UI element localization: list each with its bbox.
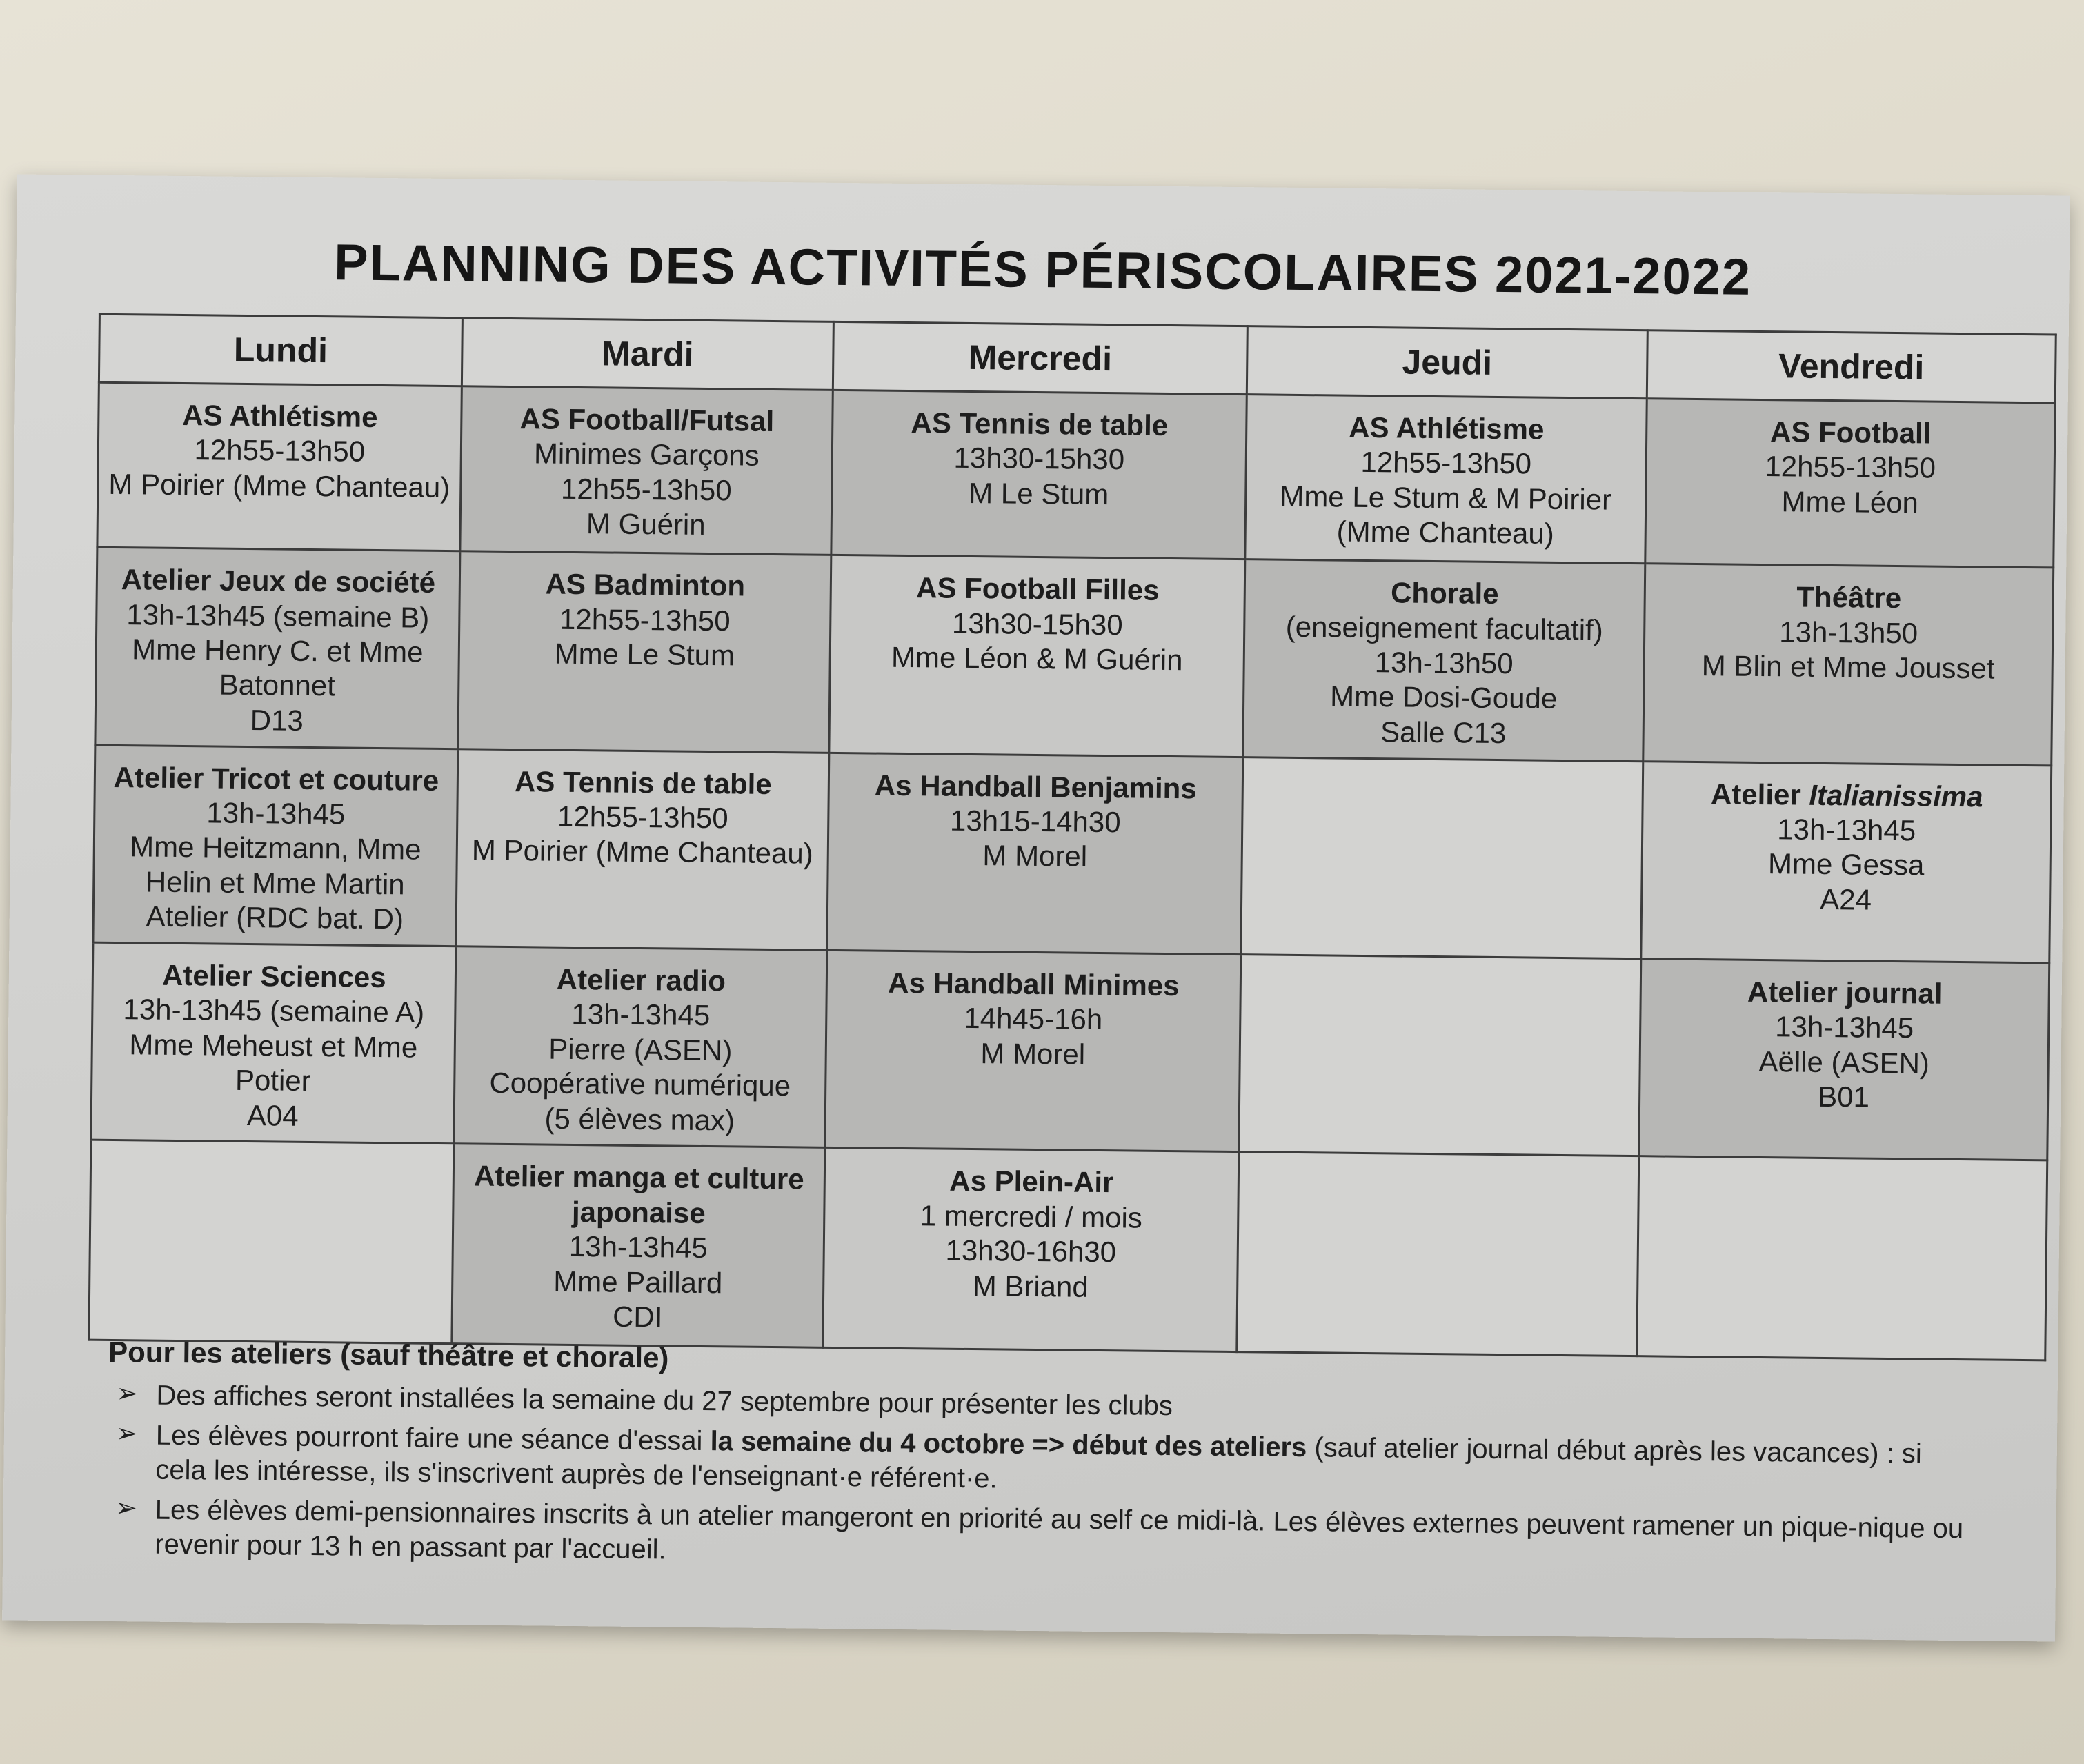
activity-detail-line: Helin et Mme Martin (145, 865, 405, 901)
activity-name (103, 760, 450, 798)
activity-detail-line: B01 (1818, 1080, 1870, 1113)
activity-detail-line: Batonnet (219, 668, 336, 702)
activity-name-text: Chorale (1390, 576, 1499, 611)
notes-section (106, 1334, 1971, 1586)
activity-name (835, 965, 1233, 1004)
activity-detail-line: Mme Meheust et Mme (129, 1028, 418, 1064)
day-header-wednesday: Mercredi (833, 321, 1247, 394)
activity-cell-tuesday (454, 947, 827, 1148)
activity-detail-line: (enseignement facultatif) (1285, 610, 1603, 646)
activity-name-text: AS Athlétisme (1348, 410, 1545, 446)
arrow-bullet-icon: ➢ (115, 1493, 137, 1523)
empty-slot-friday (1637, 1156, 2047, 1360)
activity-name-text: Atelier radio (556, 962, 726, 998)
activity-detail-line: 13h-13h50 (1374, 646, 1514, 680)
activity-name (469, 401, 824, 439)
day-header-tuesday: Mardi (462, 318, 833, 390)
schedule-row (91, 942, 2050, 1160)
activity-detail-line: Mme Léon (1781, 485, 1919, 519)
empty-slot-thursday (1241, 757, 1643, 958)
activity-detail-line: 12h55-13h50 (559, 602, 731, 637)
activity-detail-line: Mme Heitzmann, Mme (129, 830, 421, 866)
activity-name (1253, 574, 1637, 613)
activity-detail-line: Mme Gessa (1767, 847, 1925, 882)
activity-detail-line: 12h55-13h50 (194, 433, 366, 468)
activity-name-italic: Italianissima (1809, 778, 1983, 813)
activity-name (461, 1159, 817, 1232)
activity-name (837, 768, 1235, 806)
note-text: Les élèves pourront faire une séance d'essai (155, 1420, 711, 1456)
activity-detail-line: 14h45-16h (964, 1002, 1103, 1036)
activity-detail-line: M Blin et Mme Jousset (1701, 649, 1995, 685)
activity-name-text: Atelier Jeux de société (121, 563, 436, 599)
activity-detail-line: 13h-13h45 (semaine A) (123, 993, 425, 1029)
activity-detail-line: Pierre (ASEN) (548, 1032, 733, 1067)
activity-name (1654, 413, 2047, 452)
activity-detail-line: D13 (250, 703, 304, 737)
activity-detail-line: Atelier (RDC bat. D) (146, 900, 404, 935)
notes-heading: Pour les ateliers (sauf théâtre et chorale) (108, 1335, 669, 1374)
activity-detail-line: 13h-13h45 (1777, 813, 1916, 847)
activity-detail-line: 13h30-15h30 (953, 442, 1125, 476)
activity-cell-wednesday (825, 950, 1241, 1152)
activity-detail-line: M Poirier (Mme Chanteau) (471, 833, 813, 871)
day-header-monday: Lundi (99, 314, 462, 386)
activity-detail-line: Minimes Garçons (533, 437, 760, 473)
activity-name-text: AS Tennis de table (911, 406, 1169, 442)
poster-title: PLANNING DES ACTIVITÉS PÉRISCOLAIRES 2021-2022 (333, 233, 1752, 306)
schedule-row (93, 745, 2052, 963)
activity-cell-friday (1643, 564, 2054, 766)
activity-cell-monday (97, 382, 462, 551)
activity-name-text: AS Football/Futsal (519, 402, 775, 437)
activity-name-text: Atelier manga et culture japonaise (473, 1159, 804, 1229)
activity-name (840, 405, 1238, 444)
activity-name (105, 562, 453, 601)
activity-detail-line: 12h55-13h50 (557, 800, 728, 835)
activity-cell-monday (95, 547, 460, 749)
activity-detail-line: 12h55-13h50 (1360, 446, 1532, 480)
activity-detail-line: (Mme Chanteau) (1336, 515, 1555, 551)
activity-name-text: AS Athlétisme (182, 399, 378, 433)
day-header-thursday: Jeudi (1247, 326, 1647, 399)
activity-name-text: AS Tennis de table (514, 764, 772, 800)
activity-detail-line: 13h-13h45 (206, 796, 346, 831)
schedule-row (97, 382, 2055, 568)
activity-cell-monday (91, 942, 456, 1144)
activity-detail-line: 12h55-13h50 (560, 472, 732, 507)
activity-detail-line: 13h-13h45 (1775, 1010, 1914, 1044)
activity-name (1651, 776, 2043, 815)
activity-detail-line: M Morel (980, 1037, 1086, 1071)
activity-cell-tuesday (458, 551, 831, 753)
activity-detail-line: Mme Léon & M Guérin (891, 640, 1183, 677)
schedule-table (88, 313, 2056, 1362)
activity-detail-line: Mme Henry C. et Mme (131, 633, 424, 668)
activity-detail-line: CDI (612, 1300, 663, 1334)
activity-detail-line: A24 (1820, 882, 1872, 916)
activity-detail-line: Coopérative numérique (489, 1066, 791, 1102)
activity-cell-wednesday (823, 1148, 1239, 1352)
arrow-bullet-icon: ➢ (115, 1418, 139, 1448)
activity-detail-line: M Morel (982, 839, 1088, 873)
activity-cell-wednesday (829, 555, 1245, 757)
activity-name-text: As Handball Minimes (887, 966, 1180, 1002)
activity-name (833, 1162, 1231, 1201)
schedule-row (95, 547, 2054, 765)
activity-name (106, 397, 454, 436)
activity-name-text: Atelier Tricot et couture (113, 760, 439, 797)
poster-sheet (2, 174, 2070, 1641)
schedule-row (89, 1140, 2047, 1360)
notes-list (106, 1377, 1971, 1580)
activity-name (466, 764, 821, 802)
activity-name (1649, 973, 2041, 1012)
activity-cell-friday (1641, 761, 2052, 963)
note-item (115, 1418, 1970, 1506)
activity-name (1254, 409, 1638, 448)
activity-detail-line: Salle C13 (1380, 715, 1507, 749)
activity-name (468, 566, 823, 605)
activity-detail-line: 13h-13h45 (semaine B) (126, 597, 430, 634)
activity-detail-line: 12h55-13h50 (1765, 450, 1936, 485)
activity-detail-line: 13h30-15h30 (951, 606, 1123, 641)
empty-slot-thursday (1237, 1152, 1639, 1356)
note-text: (sauf atelier journal début après les vacances) : si cela les intéresse, ils s'inscrivent auprès de l'enseignant·e référent·e. (155, 1431, 1923, 1494)
activity-name-text: Atelier Sciences (161, 958, 386, 994)
activity-name-text: Théâtre (1796, 580, 1902, 615)
arrow-bullet-icon: ➢ (116, 1378, 139, 1408)
activity-detail-line: Mme Le Stum (554, 637, 735, 672)
activity-detail-line: Mme Le Stum & M Poirier (1280, 479, 1612, 516)
activity-name-text: AS Badminton (545, 567, 746, 602)
activity-detail-line: (5 élèves max) (544, 1102, 735, 1137)
activity-detail-line: Mme Paillard (553, 1265, 723, 1299)
activity-name-text: As Plein-Air (949, 1165, 1114, 1199)
empty-slot-monday (89, 1140, 454, 1344)
activity-cell-tuesday (460, 386, 833, 555)
note-text: Les élèves demi-pensionnaires inscrits à un atelier mangeront en priorité au self ce midi-là. Les élèves externes peuvent ramener un pique-nique ou revenir pour 13 h en passant par l'accueil. (155, 1494, 1964, 1565)
activity-detail-line: M Briand (972, 1269, 1089, 1303)
activity-cell-tuesday (456, 749, 829, 950)
activity-detail-line: M Le Stum (969, 476, 1109, 511)
activity-name-text: Atelier journal (1747, 975, 1943, 1010)
activity-cell-monday (93, 745, 458, 947)
activity-cell-tuesday (452, 1144, 825, 1347)
note-emphasis: la semaine du 4 octobre => début des ateliers (710, 1425, 1307, 1463)
activity-name (464, 961, 819, 1000)
activity-name-text: As Handball Benjamins (874, 769, 1197, 805)
activity-name (839, 570, 1237, 608)
activity-detail-line: M Poirier (Mme Chanteau) (108, 467, 450, 504)
activity-detail-line: A04 (246, 1098, 299, 1132)
empty-slot-thursday (1239, 955, 1641, 1156)
day-header-friday: Vendredi (1647, 330, 2056, 403)
note-item (115, 1492, 1969, 1580)
activity-cell-friday (1645, 399, 2055, 568)
activity-name-text: AS Football Filles (915, 571, 1160, 607)
activity-name (1653, 579, 2045, 617)
activity-cell-wednesday (831, 390, 1247, 559)
activity-cell-wednesday (827, 753, 1243, 955)
activity-detail-line: M Guérin (586, 507, 706, 542)
activity-name (101, 958, 448, 996)
activity-cell-friday (1639, 959, 2050, 1161)
activity-name-text: AS Football (1769, 415, 1932, 450)
activity-name-text: Atelier (1710, 777, 1809, 811)
activity-detail-line: 13h15-14h30 (949, 804, 1121, 839)
activity-detail-line: 13h-13h45 (568, 1230, 708, 1265)
activity-detail-line: 13h30-16h30 (945, 1233, 1117, 1269)
activity-detail-line: Mme Dosi-Goude (1329, 680, 1558, 715)
activity-detail-line: Potier (235, 1064, 311, 1098)
activity-detail-line: 13h-13h50 (1779, 615, 1918, 649)
activity-detail-line: 13h-13h45 (571, 998, 711, 1032)
note-text: Des affiches seront installées la semaine du 27 septembre pour présenter les clubs (156, 1380, 1173, 1421)
activity-cell-thursday (1243, 559, 1645, 761)
activity-cell-thursday (1245, 395, 1647, 564)
activity-detail-line: 1 mercredi / mois (920, 1199, 1143, 1234)
activity-detail-line: Aëlle (ASEN) (1758, 1044, 1930, 1080)
